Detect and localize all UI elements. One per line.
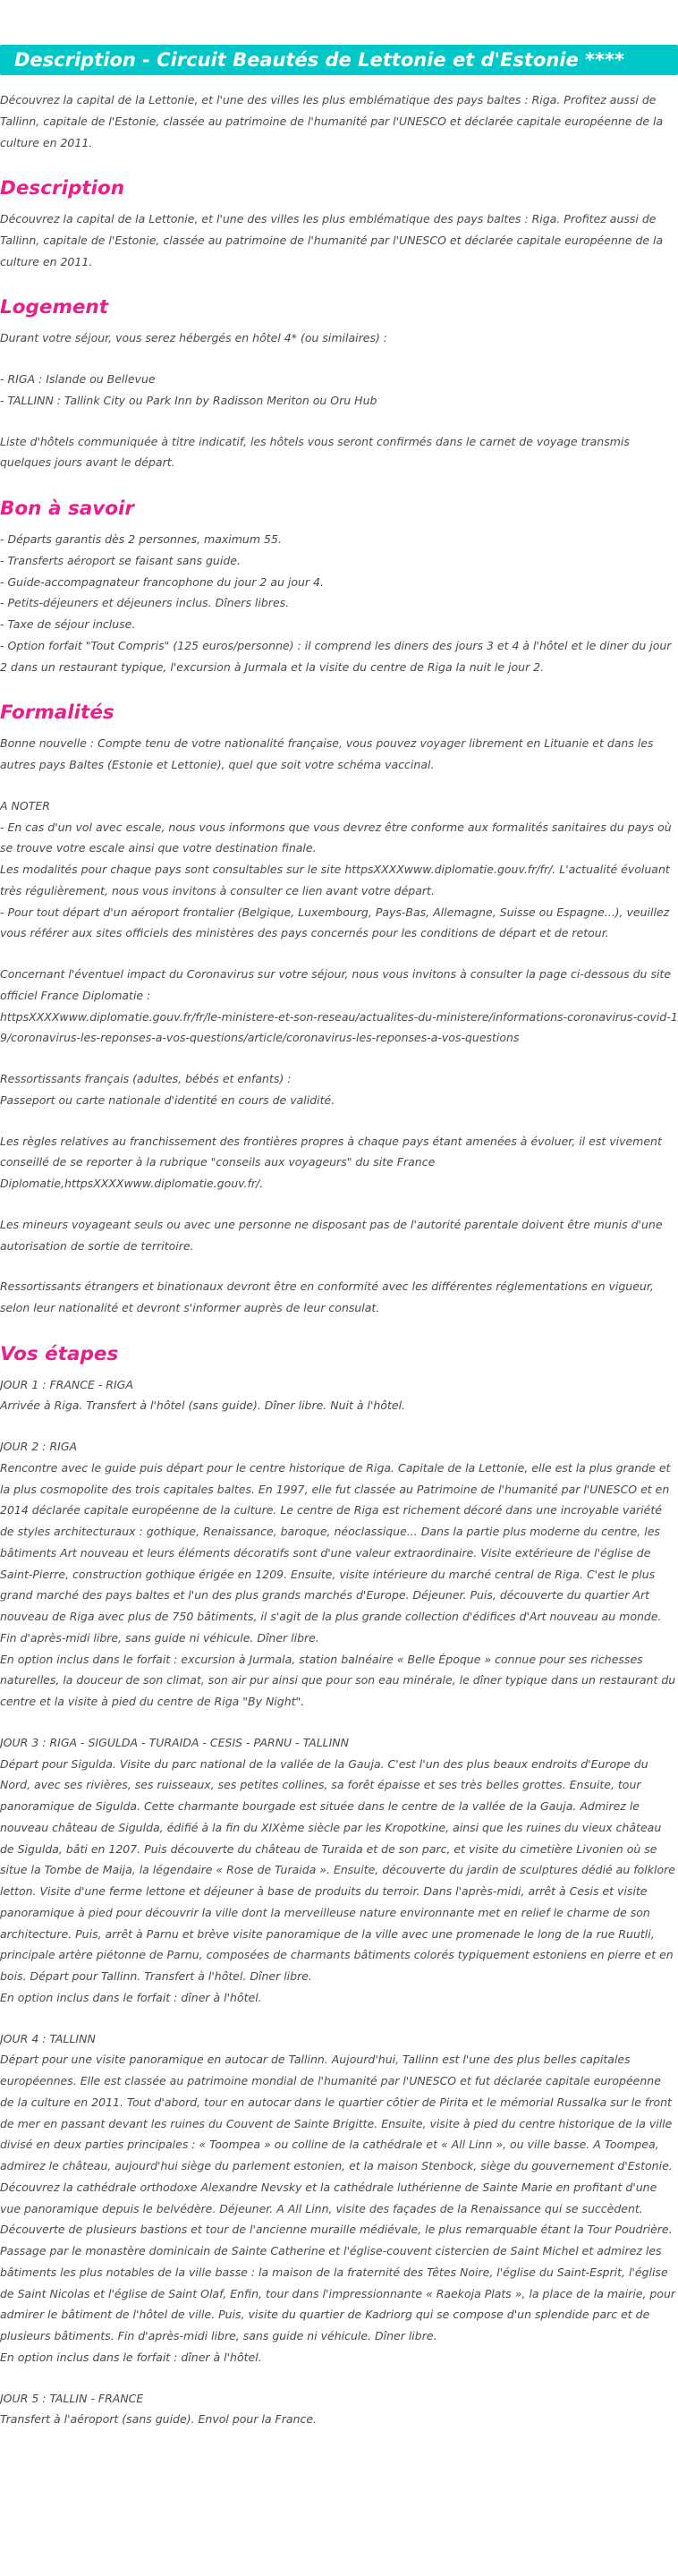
etapes-heading: Vos étapes	[0, 1342, 119, 1365]
day-heading: JOUR 1 : FRANCE - RIGA	[0, 1377, 133, 1391]
intro-paragraph: Découvrez la capital de la Lettonie, et l'une des villes les plus emblématique des pays baltes : Riga. Profitez aussi de Tallinn, capitale de l'Estonie, classée au patrimoine de l'humanité par l'UNESCO et déclarée capitale européenne de la culture en 2011.	[0, 93, 664, 149]
day-option: En option inclus dans le forfait : dîner à l'hôtel.	[0, 1990, 262, 2004]
day-block	[0, 2388, 678, 2431]
page-title: Description - Circuit Beautés de Lettonie et d'Estonie ****	[14, 49, 624, 71]
info-item: - Transferts aéroport se faisant sans guide.	[0, 553, 241, 567]
day-heading: JOUR 2 : RIGA	[0, 1440, 78, 1454]
description-text: Découvrez la capital de la Lettonie, et l'une des villes les plus emblématique des pays baltes : Riga. Profitez aussi de Tallinn, capitale de l'Estonie, classée au patrimoine de l'humanité par l'UNESCO et déclarée capitale européenne de la culture en 2011.	[0, 212, 664, 268]
day-option: En option inclus dans le forfait : excursion à Jurmala, station balnéaire « Belle Époque » connue pour ses richesses naturelles, la douceur de son climat, son air pur ainsi que pour son eau minérale, le dîner typique dans un restaurant du centre et la visite à pied du centre de Riga "By Night".	[0, 1652, 676, 1709]
mineurs-text: Les mineurs voyageant seuls ou avec une personne ne disposant pas de l'autorité parentale doivent être munis d'une autorisation de sortie de territoire.	[0, 1217, 663, 1253]
day-text: Transfert à l'aéroport (sans guide). Envol pour la France.	[0, 2412, 317, 2427]
hotel-item: - RIGA : Islande ou Bellevue	[0, 372, 156, 387]
info-item: - Taxe de séjour incluse.	[0, 617, 136, 632]
day-heading: JOUR 4 : TALLINN	[0, 2031, 96, 2045]
a-noter-item: Les modalités pour chaque pays sont consultables sur le site httpsXXXXwww.diplomatie.gouv.fr/fr/. L'actualité évoluant très régulièrement, nous vous invitons à consulter ce lien avant votre départ.	[0, 863, 670, 897]
coronavirus-link[interactable]: httpsXXXXwww.diplomatie.gouv.fr/fr/le-ministere-et-son-reseau/actualites-du-ministere/informations-coronavirus-covid-19/coronavirus-les-reponses-a-vos-questions/article/coronavirus-les-reponses-a-vos-questions	[0, 1009, 678, 1045]
formalites-section	[0, 701, 678, 1318]
ressortissants-heading: Ressortissants français (adultes, bébés et enfants) :	[0, 1072, 292, 1085]
bon-a-savoir-list	[0, 529, 678, 677]
etrangers-text: Ressortissants étrangers et binationaux devront être en conformité avec les différentes réglementations en vigueur, selon leur nationalité et devront s'informer auprès de leur consulat.	[0, 1279, 654, 1314]
coronavirus-block	[0, 964, 678, 1049]
hotel-list	[0, 369, 678, 412]
ressortissants-block	[0, 1068, 678, 1111]
coronavirus-text: Concernant l'éventuel impact du Coronavirus sur votre séjour, nous vous invitons à consulter la page ci-dessous du site officiel France Diplomatie :	[0, 967, 672, 1002]
a-noter-item: - Pour tout départ d'un aéroport frontalier (Belgique, Luxembourg, Pays-Bas, Allemagne, Suisse ou Espagne...), veuillez vous référer aux sites officiels des ministères des pays concernés pour les conditions de départ et de retour.	[0, 905, 670, 940]
hotel-item: - TALLINN : Tallink City ou Park Inn by Radisson Meriton ou Oru Hub	[0, 393, 377, 407]
a-noter-heading: A NOTER	[0, 798, 50, 812]
logement-note: Liste d'hôtels communiquée à titre indicatif, les hôtels vous seront confirmés dans le carnet de voyage transmis quelques jours avant le départ.	[0, 434, 630, 470]
day-text: Rencontre avec le guide puis départ pour le centre historique de Riga. Capitale de la Lettonie, elle est la plus grande et la plus cosmopolite des trois capitales baltes. En 1997, elle fut classée au Patrimoine de l'humanité par l'UNESCO et en 2014 déclarée capitale européenne de la culture. Le centre de Riga est richement décoré dans une incroyable variété de styles architecturaux : gothique, Renaissance, baroque, néoclassique... Dans la partie plus moderne du centre, les bâtiments Art nouveau et leurs éléments décoratifs sont d'une valeur extraordinaire. Visite extérieure de l'église de Saint-Pierre, construction gothique érigée en 1209. Ensuite, visite intérieure du marché central de Riga. C'est le plus grand marché des pays baltes et l'un des plus grands marchés d'Europe. Déjeuner. Puis, découverte du quartier Art nouveau de Riga avec plus de 750 bâtiments, il s'agit de la plus grande collection d'édifices d'Art nouveau au monde. Fin d'après-midi libre, sans guide ni véhicule. Dîner libre.	[0, 1460, 671, 1645]
formalites-heading: Formalités	[0, 701, 114, 725]
bon-a-savoir-section	[0, 497, 678, 677]
intro-text	[0, 89, 678, 153]
day-text: Départ pour une visite panoramique en autocar de Tallinn. Aujourd'hui, Tallinn est l'une des plus belles capitales européennes. Elle est classée au patrimoine mondial de l'humanité par l'UNESCO et fut déclarée capitale européenne de la culture en 2011. Tout d'abord, tour en autocar dans le quartier côtier de Pirita et le mémorial Russalka sur le front de mer en passant devant les ruines du Couvent de Sainte Brigitte. Ensuite, visite à pied du centre historique de la ville divisé en deux parties principales : « Toompea » ou colline de la cathédrale et « All Linn », ou ville basse. A Toompea, admirez le château, aujourd'hui siège du parlement estonien, et la maison Stenbock, siège du gouvernement d'Estonie. Découvrez la cathédrale orthodoxe Alexandre Nevsky et la cathédrale luthérienne de Sainte Marie en profitant d'une vue panoramique depuis le belvédère. Déjeuner. A All Linn, visite des façades de la Renaissance qui se succèdent. Découverte de plusieurs bastions et tour de l'ancienne muraille médiévale, le plus remarquable étant la Tour Poudrière. Passage par le monastère dominicain de Sainte Catherine et l'église-couvent cistercien de Saint Michel et admirez les bâtiments les plus notables de la ville basse : la maison de la fraternité des Têtes Noire, l'église du Saint-Esprit, l'église de Saint Nicolas et l'église de Saint Olaf, Enfin, tour dans l'impressionnante « Raekoja Plats », la place de la mairie, pour admirer le bâtiment de l'hôtel de ville. Puis, visite du quartier de Kadriorg qui se compose d'un splendide parc et de plusieurs bâtiments. Fin d'après-midi libre, sans guide ni véhicule. Dîner libre.	[0, 2053, 676, 2343]
title-banner	[0, 45, 678, 75]
formalites-intro: Bonne nouvelle : Compte tenu de votre nationalité française, vous pouvez voyager librement en Lituanie et dans les autres pays Baltes (Estonie et Lettonie), quel que soit votre schéma vaccinal.	[0, 736, 654, 771]
info-item: - Guide-accompagnateur francophone du jour 2 au jour 4.	[0, 574, 324, 589]
day-block	[0, 1732, 678, 2009]
day-block	[0, 2028, 678, 2368]
day-text: Arrivée à Riga. Transfert à l'hôtel (sans guide). Dîner libre. Nuit à l'hôtel.	[0, 1399, 406, 1413]
day-option: En option inclus dans le forfait : dîner à l'hôtel.	[0, 2350, 262, 2364]
bon-a-savoir-heading: Bon à savoir	[0, 497, 135, 521]
page	[0, 45, 678, 2430]
ressortissants-text: Passeport ou carte nationale d'identité en cours de validité.	[0, 1092, 335, 1107]
day-block	[0, 1436, 678, 1713]
regles-text: Les règles relatives au franchissement des frontières propres à chaque pays étant amenées à évoluer, il est vivement conseillé de se reporter à la rubrique "conseils aux voyageurs" du site France Diplomatie,httpsXXXXwww.diplomatie.gouv.fr/.	[0, 1134, 662, 1190]
day-block	[0, 1374, 678, 1417]
description-heading: Description	[0, 177, 125, 200]
day-heading: JOUR 3 : RIGA - SIGULDA - TURAIDA - CESIS - PARNU - TALLINN	[0, 1735, 350, 1749]
info-item: - Départs garantis dès 2 personnes, maximum 55.	[0, 532, 282, 547]
day-text: Départ pour Sigulda. Visite du parc national de la vallée de la Gauja. C'est l'un des plus beaux endroits d'Europe du Nord, avec ses rivières, ses ruisseaux, ses petites collines, sa forêt épaisse et ses très belles grottes. Ensuite, tour panoramique de Sigulda. Cette charmante bourgade est située dans le centre de la vallée de la Gauja. Admirez le nouveau château de Sigulda, édifié à la fin du XIXème siècle par les Kropotkine, ainsi que les ruines du vieux château de Sigulda, bâti en 1207. Puis découverte du château de Turaida et de son parc, et visite du cimetière Livonien où se situe la Tombe de Maija, la légendaire « Rose de Turaida ». Ensuite, découverte du jardin de sculptures dédié au folklore letton. Visite d'une ferme lettone et déjeuner à base de produits du terroir. Dans l'après-midi, arrêt à Cesis et visite panoramique à pied pour découvrir la ville dont la merveilleuse nature environnante met en relief le charme de son architecture. Puis, arrêt à Parnu et brève visite panoramique de la ville avec une promenade le long de la rue Ruutli, principale artère piétonne de Parnu, composées de charmants bâtiments colorés typiquement estoniens en pierre et en bois. Départ pour Tallinn. Transfert à l'hôtel. Dîner libre.	[0, 1756, 675, 1984]
logement-section	[0, 295, 678, 473]
a-noter-item: - En cas d'un vol avec escale, nous vous informons que vous devrez être conforme aux formalités sanitaires du pays où se trouve votre escale ainsi que votre destination finale.	[0, 820, 672, 855]
description-section	[0, 176, 678, 272]
info-item: - Option forfait "Tout Compris" (125 euros/personne) : il comprend les diners des jours 3 et 4 à l'hôtel et le diner du jour 2 dans un restaurant typique, l'excursion à Jurmala et la visite du centre de Riga la nuit le jour 2.	[0, 638, 672, 674]
etapes-section	[0, 1342, 678, 2430]
logement-heading: Logement	[0, 296, 109, 319]
logement-intro: Durant votre séjour, vous serez hébergés en hôtel 4* (ou similaires) :	[0, 331, 388, 345]
a-noter-block	[0, 795, 678, 944]
info-item: - Petits-déjeuners et déjeuners inclus. Dîners libres.	[0, 596, 290, 610]
day-heading: JOUR 5 : TALLIN - FRANCE	[0, 2391, 144, 2405]
